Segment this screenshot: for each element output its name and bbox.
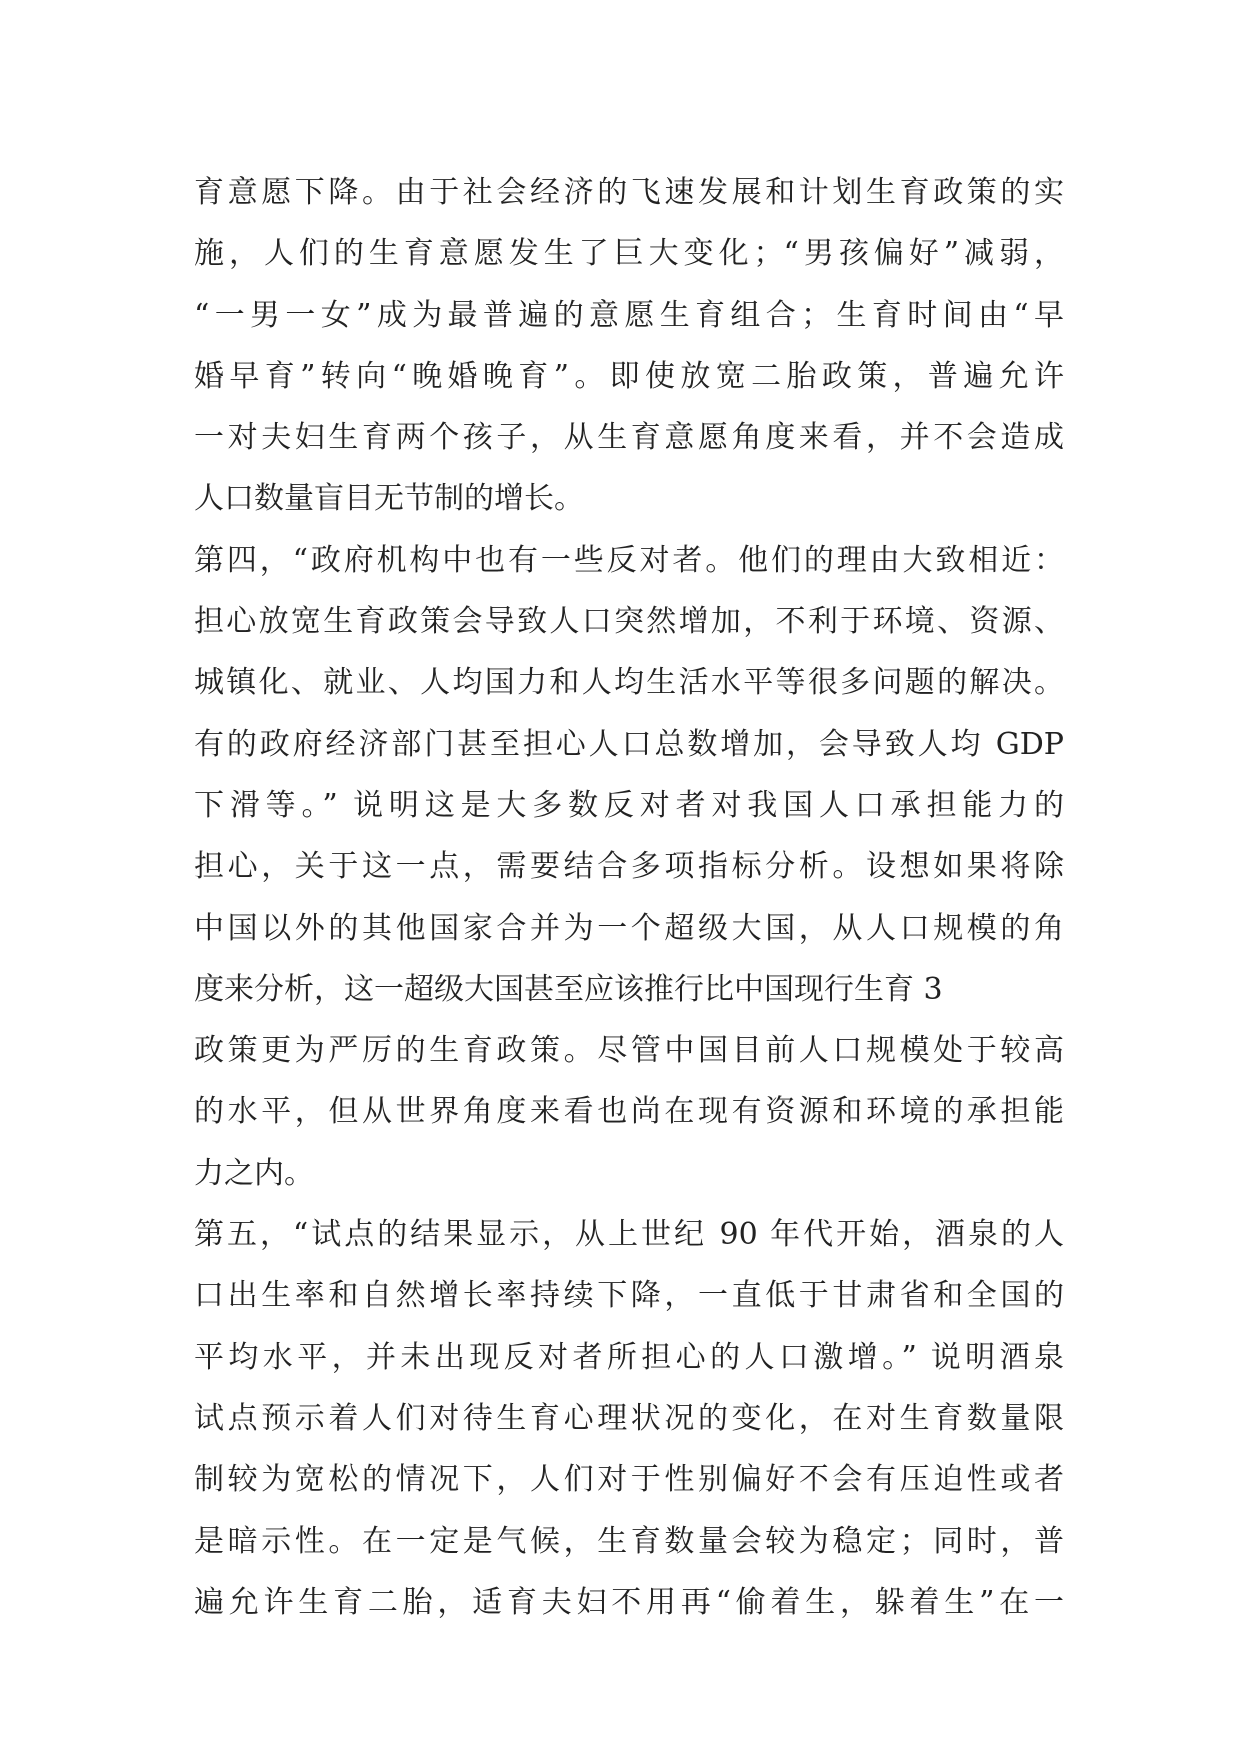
text-line: 的水平，但从世界角度来看也尚在现有资源和环境的承担能 xyxy=(194,1094,1064,1130)
text-line: 育意愿下降。由于社会经济的飞速发展和计划生育政策的实 xyxy=(194,175,1064,210)
text-line: 人口数量盲目无节制的增长。 xyxy=(194,481,584,517)
text-line: 有的政府经济部门甚至担心人口总数增加，会导致人均 GDP xyxy=(194,726,1064,762)
text-line: 平均水平，并未出现反对者所担心的人口激增。” 说明酒泉 xyxy=(194,1339,1064,1375)
text-line: 第四，“政府机构中也有一些反对者。他们的理由大致相近： xyxy=(194,542,1064,578)
text-line: 政策更为严厉的生育政策。尽管中国目前人口规模处于较高 xyxy=(194,1033,1064,1069)
text-line: 是暗示性。在一定是气候，生育数量会较为稳定；同时，普 xyxy=(194,1523,1064,1559)
text-line: 遍允许生育二胎，适育夫妇不用再“偷着生，躲着生”在一 xyxy=(194,1584,1064,1620)
text-line: 力之内。 xyxy=(194,1155,314,1191)
body-text xyxy=(194,162,1064,1633)
text-line: 中国以外的其他国家合并为一个超级大国，从人口规模的角 xyxy=(194,910,1064,946)
text-line: 度来分析，这一超级大国甚至应该推行比中国现行生育 3 xyxy=(194,971,943,1007)
text-line: 担心放宽生育政策会导致人口突然增加，不利于环境、资源、 xyxy=(194,604,1064,640)
text-line: 城镇化、就业、人均国力和人均生活水平等很多问题的解决。 xyxy=(194,665,1064,701)
text-line: 口出生率和自然增长率持续下降，一直低于甘肃省和全国的 xyxy=(194,1278,1064,1314)
text-line: 试点预示着人们对待生育心理状况的变化，在对生育数量限 xyxy=(194,1400,1064,1436)
text-line: 一对夫妇生育两个孩子，从生育意愿角度来看，并不会造成 xyxy=(194,420,1064,456)
text-line: 担心，关于这一点，需要结合多项指标分析。设想如果将除 xyxy=(194,849,1064,885)
text-line: 制较为宽松的情况下，人们对于性别偏好不会有压迫性或者 xyxy=(194,1462,1064,1498)
text-line: 施，人们的生育意愿发生了巨大变化；“男孩偏好”减弱， xyxy=(194,236,1064,272)
text-line: “一男一女”成为最普遍的意愿生育组合；生育时间由“早 xyxy=(194,297,1064,333)
text-line: 下滑等。” 说明这是大多数反对者对我国人口承担能力的 xyxy=(194,787,1064,823)
text-line: 婚早育”转向“晚婚晚育”。即使放宽二胎政策，普遍允许 xyxy=(194,358,1064,394)
text-line: 第五，“试点的结果显示，从上世纪 90 年代开始，酒泉的人 xyxy=(194,1217,1064,1253)
